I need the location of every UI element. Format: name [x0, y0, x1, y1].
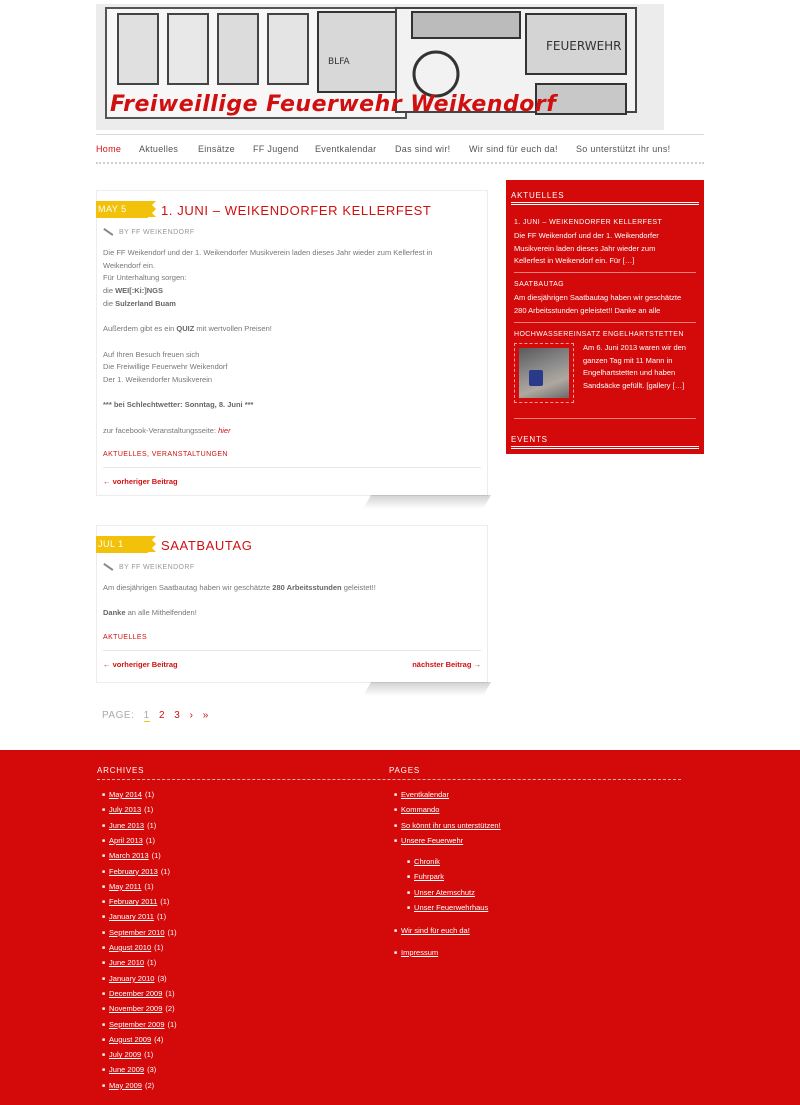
post-text: Die Freiwillige Feuerwehr Weikendorf — [103, 362, 228, 372]
previous-post-link[interactable]: ← vorheriger Beitrag — [103, 477, 178, 486]
nav-item-das-sind-wir[interactable]: Das sind wir! — [395, 144, 451, 154]
site-header-banner — [96, 4, 664, 130]
page-link-impressum[interactable]: ■ Impressum — [394, 948, 438, 957]
post-saatbautag — [96, 525, 488, 683]
post-author: BY FF WEIKENDORF — [119, 564, 195, 571]
archive-item[interactable]: ■ July 2013 (1) — [102, 805, 153, 814]
sidebar — [506, 180, 704, 454]
post-text: die WEI[:Ki:]NGS — [103, 286, 164, 296]
sidebar-divider — [514, 322, 696, 323]
widget-rule — [511, 446, 699, 449]
sidebar-post-link-kellerfest[interactable]: 1. JUNI – WEIKENDORFER KELLERFEST — [514, 219, 663, 226]
site-title[interactable]: Freiweillige Feuerwehr Weikendorf — [110, 92, 557, 117]
footer — [0, 750, 800, 1105]
page-link-unsere-feuerwehr[interactable]: ■ Unsere Feuerwehr — [394, 836, 463, 845]
main-navigation — [96, 134, 704, 164]
pen-icon — [104, 228, 114, 236]
last-page-link[interactable]: » — [202, 710, 209, 721]
sidebar-post-thumbnail[interactable] — [514, 343, 574, 403]
post-text: Weikendorf ein. — [103, 260, 155, 270]
previous-post-link[interactable]: ← vorheriger Beitrag — [103, 660, 178, 669]
archive-item[interactable]: ■ May 2009 (2) — [102, 1081, 154, 1090]
next-page-link[interactable]: › — [189, 710, 194, 721]
archive-item[interactable]: ■ December 2009 (1) — [102, 989, 175, 998]
nav-item-eventkalendar[interactable]: Eventkalendar — [315, 144, 377, 154]
archive-item[interactable]: ■ February 2011 (1) — [102, 897, 169, 906]
post-date-tag — [96, 201, 148, 218]
sidebar-post-excerpt: Am diesjährigen Saatbautag haben wir geschätzte 280 Arbeitsstunden geleistet!! Danke an alle — [514, 293, 682, 315]
post-shadow — [363, 682, 491, 696]
page-link-kommando[interactable]: ■ Kommando — [394, 805, 439, 814]
archive-item[interactable]: ■ August 2010 (1) — [102, 943, 163, 952]
pagination — [102, 710, 209, 721]
nav-item-wir-sind-fuer-euch-da[interactable]: Wir sind für euch da! — [469, 144, 558, 154]
post-text: *** bei Schlechtwetter: Sonntag, 8. Juni *** — [103, 400, 254, 410]
post-categories[interactable]: AKTUELLES — [103, 634, 148, 641]
post-text: die Sulzerland Buam — [103, 298, 176, 308]
widget-title-events: EVENTS — [511, 435, 548, 444]
pen-icon — [104, 563, 114, 571]
post-text: Der 1. Weikendorfer Musikverein — [103, 375, 213, 384]
post-text: zur facebook-Veranstaltungsseite: hier — [103, 425, 231, 435]
svg-text:FEUERWEHR: FEUERWEHR — [546, 39, 622, 53]
nav-item-einsaetze[interactable]: Einsätze — [198, 144, 235, 154]
next-post-link[interactable]: nächster Beitrag → — [412, 660, 481, 669]
archive-item[interactable]: ■ November 2009 (2) — [102, 1004, 175, 1013]
page-2-link[interactable]: 2 — [158, 710, 166, 721]
archive-item[interactable]: ■ September 2009 (1) — [102, 1020, 177, 1029]
archive-item[interactable]: ■ June 2013 (1) — [102, 821, 156, 830]
subpage-link-unser-feuerwehrhaus[interactable]: ■ Unser Feuerwehrhaus — [407, 903, 488, 912]
widget-title-aktuelles: AKTUELLES — [511, 191, 565, 200]
pagination-label: PAGE: — [102, 710, 135, 721]
archive-item[interactable]: ■ January 2010 (3) — [102, 974, 167, 983]
sidebar-post-link-hochwasser[interactable]: HOCHWASSEREINSATZ ENGELHARTSTETTEN — [514, 331, 684, 338]
archive-item[interactable]: ■ August 2009 (4) — [102, 1035, 163, 1044]
facebook-link[interactable]: hier — [218, 425, 231, 435]
post-text: Danke an alle Mithelfenden! — [103, 608, 197, 618]
post-byline — [103, 229, 195, 236]
post-categories[interactable]: AKTUELLES, VERANSTALTUNGEN — [103, 451, 228, 458]
sidebar-divider — [514, 272, 696, 273]
sidebar-post-excerpt: Am 6. Juni 2013 waren wir den ganzen Tag mit 11 Mann in Engelhartstetten und haben Sandsäcke gefüllt. [gallery […] — [583, 343, 686, 390]
sidebar-divider — [514, 418, 696, 419]
page-link-so-koennt-ihr-uns-unterstuetzen[interactable]: ■ So könnt ihr uns unterstützen! — [394, 821, 501, 830]
post-kellerfest — [96, 190, 488, 496]
post-nav-divider — [103, 650, 481, 651]
subpage-link-unser-atemschutz[interactable]: ■ Unser Atemschutz — [407, 888, 475, 897]
sidebar-post-link-saatbautag[interactable]: SAATBAUTAG — [514, 281, 565, 288]
archive-item[interactable]: ■ January 2011 (1) — [102, 912, 166, 921]
page-3-link[interactable]: 3 — [174, 710, 181, 721]
post-text: Am diesjährigen Saatbautag haben wir geschätzte 280 Arbeitsstunden geleistet!! — [103, 583, 376, 592]
subpage-link-chronik[interactable]: ■ Chronik — [407, 857, 440, 866]
nav-item-so-unterstuetzt-ihr-uns[interactable]: So unterstützt ihr uns! — [576, 144, 671, 154]
subpage-link-fuhrpark[interactable]: ■ Fuhrpark — [407, 872, 444, 881]
post-text: Auf Ihren Besuch freuen sich — [103, 349, 200, 359]
svg-text:BLFA: BLFA — [328, 57, 350, 67]
archive-item[interactable]: ■ June 2010 (1) — [102, 958, 156, 967]
post-content — [103, 582, 473, 620]
archive-item[interactable]: ■ May 2014 (1) — [102, 790, 154, 799]
post-shadow — [363, 495, 491, 509]
post-text: Außerdem gibt es ein QUIZ mit wertvollen Preisen! — [103, 324, 272, 334]
nav-item-home[interactable]: Home — [96, 144, 122, 154]
archive-item[interactable]: ■ July 2009 (1) — [102, 1050, 153, 1059]
post-nav-divider — [103, 467, 481, 468]
post-byline — [103, 564, 195, 571]
post-date-tag — [96, 536, 148, 553]
widget-rule — [511, 202, 699, 205]
footer-rule — [97, 779, 681, 780]
nav-item-ff-jugend[interactable]: FF Jugend — [253, 144, 299, 154]
sidebar-post-excerpt: Die FF Weikendorf und der 1. Weikendorfer Musikverein laden dieses Jahr wieder zum Kellerfest in Weikendorf ein. Für […] — [514, 231, 659, 266]
page-link-eventkalendar[interactable]: ■ Eventkalendar — [394, 790, 449, 799]
nav-item-aktuelles[interactable]: Aktuelles — [139, 144, 179, 154]
footer-title-pages: PAGES — [389, 766, 420, 775]
archive-item[interactable]: ■ June 2009 (3) — [102, 1065, 156, 1074]
archive-item[interactable]: ■ May 2011 (1) — [102, 882, 154, 891]
page-link-wir-sind-fuer-euch-da[interactable]: ■ Wir sind für euch da! — [394, 926, 470, 935]
archive-item[interactable]: ■ September 2010 (1) — [102, 928, 177, 937]
archive-item[interactable]: ■ February 2013 (1) — [102, 867, 170, 876]
post-author: BY FF WEIKENDORF — [119, 229, 195, 236]
post-content — [103, 247, 473, 437]
post-text: Die FF Weikendorf und der 1. Weikendorfer Musikverein laden dieses Jahr wieder zum Kellerfest in — [103, 248, 433, 257]
post-text: Für Unterhaltung sorgen: — [103, 273, 187, 283]
footer-title-archives: ARCHIVES — [97, 766, 145, 775]
post-title[interactable]: SAATBAUTAG — [161, 538, 253, 553]
archive-item[interactable]: ■ March 2013 (1) — [102, 851, 161, 860]
archive-item[interactable]: ■ April 2013 (1) — [102, 836, 155, 845]
post-date: JUL 1 — [98, 539, 124, 549]
page-1-current: 1 — [143, 710, 150, 721]
post-title[interactable]: 1. JUNI – WEIKENDORFER KELLERFEST — [161, 203, 432, 218]
post-date: MAY 5 — [98, 204, 127, 214]
